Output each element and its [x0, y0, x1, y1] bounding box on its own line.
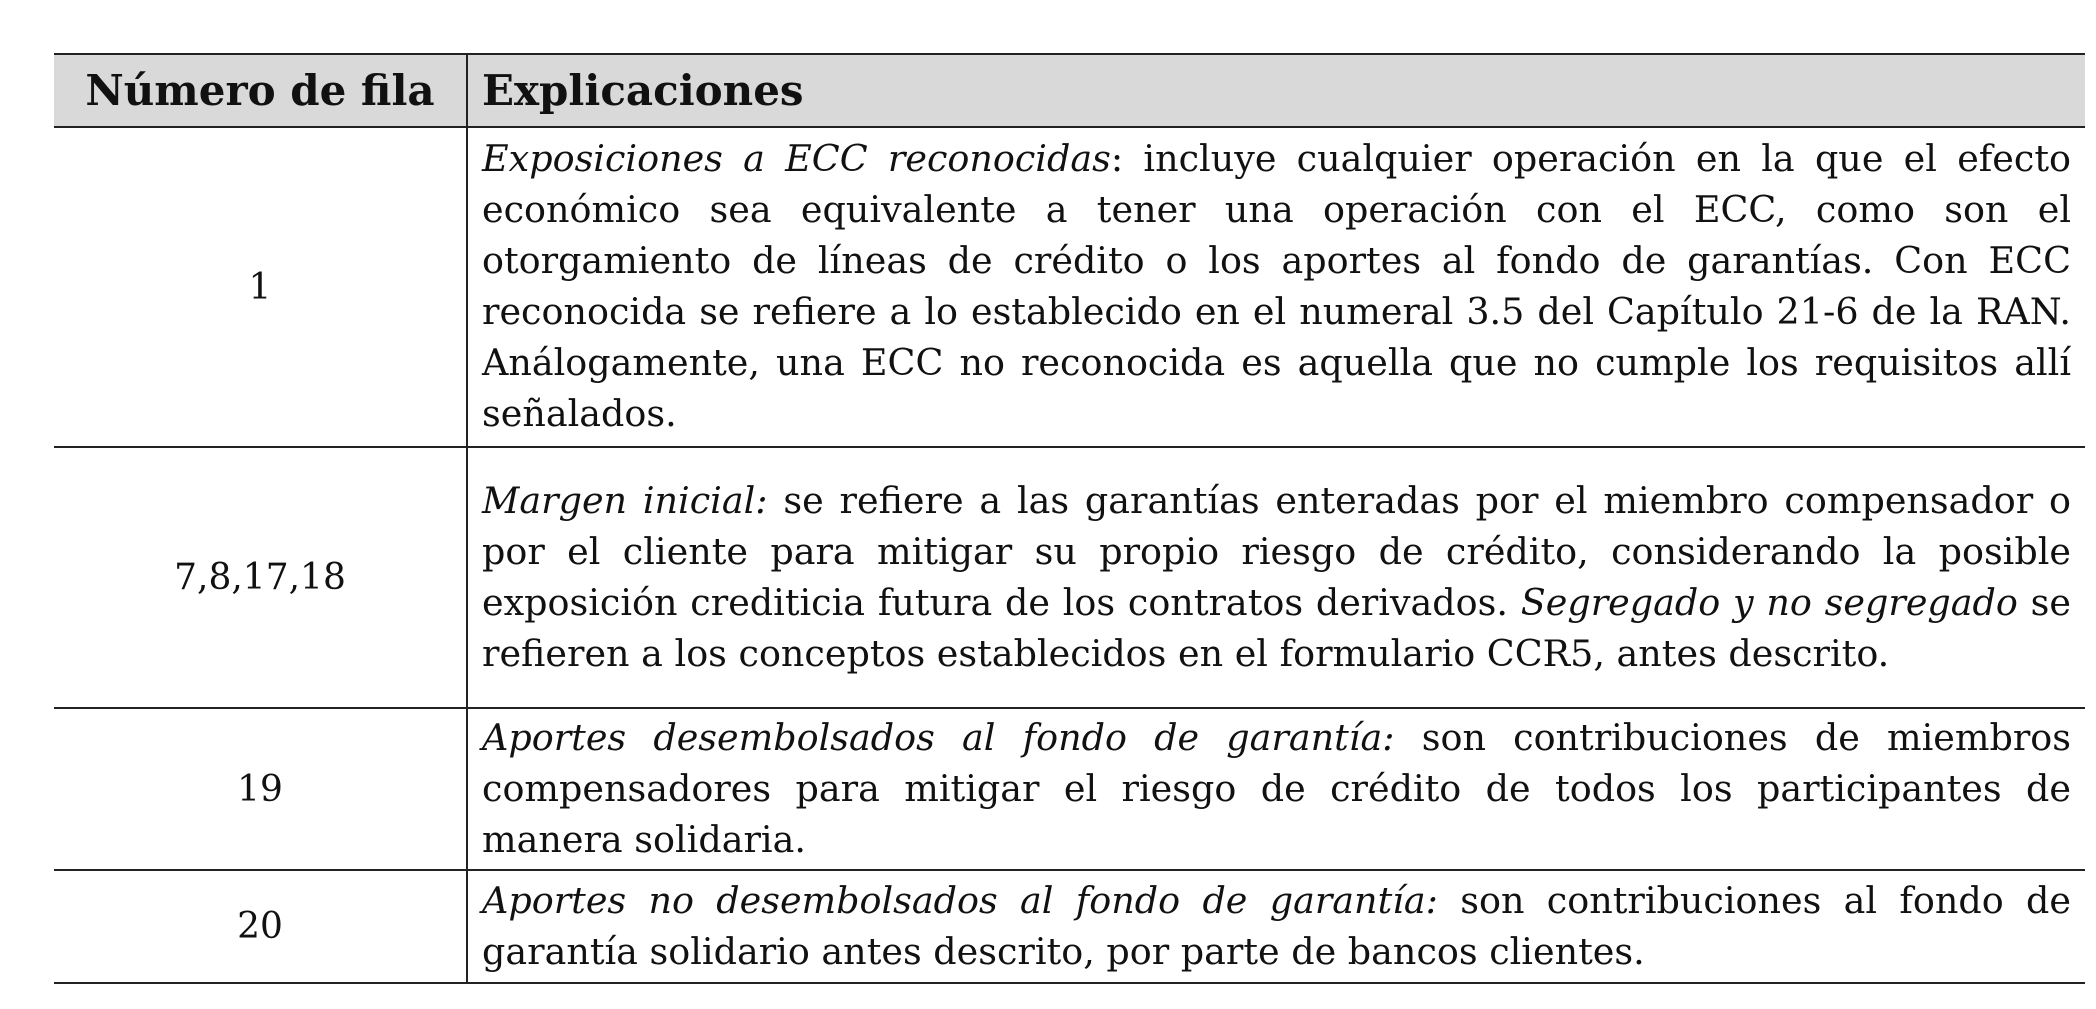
- explanations-table-container: [54, 53, 2085, 984]
- explanation-text: se refiere a las garantías enteradas por el miembro compensador o por el cliente para mitigar su propio riesgo de crédito, considerando la posible exposición crediticia futura de los contratos derivados.: [482, 478, 2071, 624]
- row-number-cell: 7,8,17,18: [54, 447, 467, 708]
- explanation-cell: [467, 870, 2085, 983]
- explanation-cell: [467, 708, 2085, 870]
- column-header-explanations: Explicaciones: [467, 54, 2085, 127]
- column-header-row-number: Número de fila: [54, 54, 467, 127]
- explanation-text: son contribuciones de miembros compensadores para mitigar el riesgo de crédito de todos los participantes de manera solidaria.: [482, 715, 2071, 861]
- table-row: [54, 708, 2085, 870]
- explanation-cell: [467, 127, 2085, 447]
- table-row: [54, 447, 2085, 708]
- defined-term: Margen inicial:: [482, 478, 768, 522]
- explanation-text: son contribuciones al fondo de garantía solidario antes descrito, por parte de bancos clientes.: [482, 878, 2071, 973]
- table-header-row: [54, 54, 2085, 127]
- explanation-text: se refieren a los conceptos establecidos en el formulario CCR5, antes descrito.: [482, 580, 2071, 675]
- row-number-cell: 19: [54, 708, 467, 870]
- defined-term: Segregado y no segregado: [1520, 580, 2018, 624]
- defined-term: Aportes desembolsados al fondo de garantía:: [482, 715, 1395, 759]
- defined-term: Aportes no desembolsados al fondo de garantía:: [482, 878, 1438, 922]
- row-number-cell: 1: [54, 127, 467, 447]
- explanation-text: : incluye cualquier operación en la que el efecto económico sea equivalente a tener una operación con el ECC, como son el otorgamiento de líneas de crédito o los aportes al fondo de garantías. Con ECC reconocida se refiere a lo establecido en el numeral 3.5 del Capítulo 21-6 de la RAN. Análogamente, una ECC no reconocida es aquella que no cumple los requisitos allí señalados.: [482, 137, 2071, 435]
- explanations-table: [54, 53, 2085, 984]
- table-row: [54, 870, 2085, 983]
- table-row: [54, 127, 2085, 447]
- defined-term: Exposiciones a ECC reconocidas: [482, 137, 1111, 180]
- row-number-cell: 20: [54, 870, 467, 983]
- explanation-cell: [467, 447, 2085, 708]
